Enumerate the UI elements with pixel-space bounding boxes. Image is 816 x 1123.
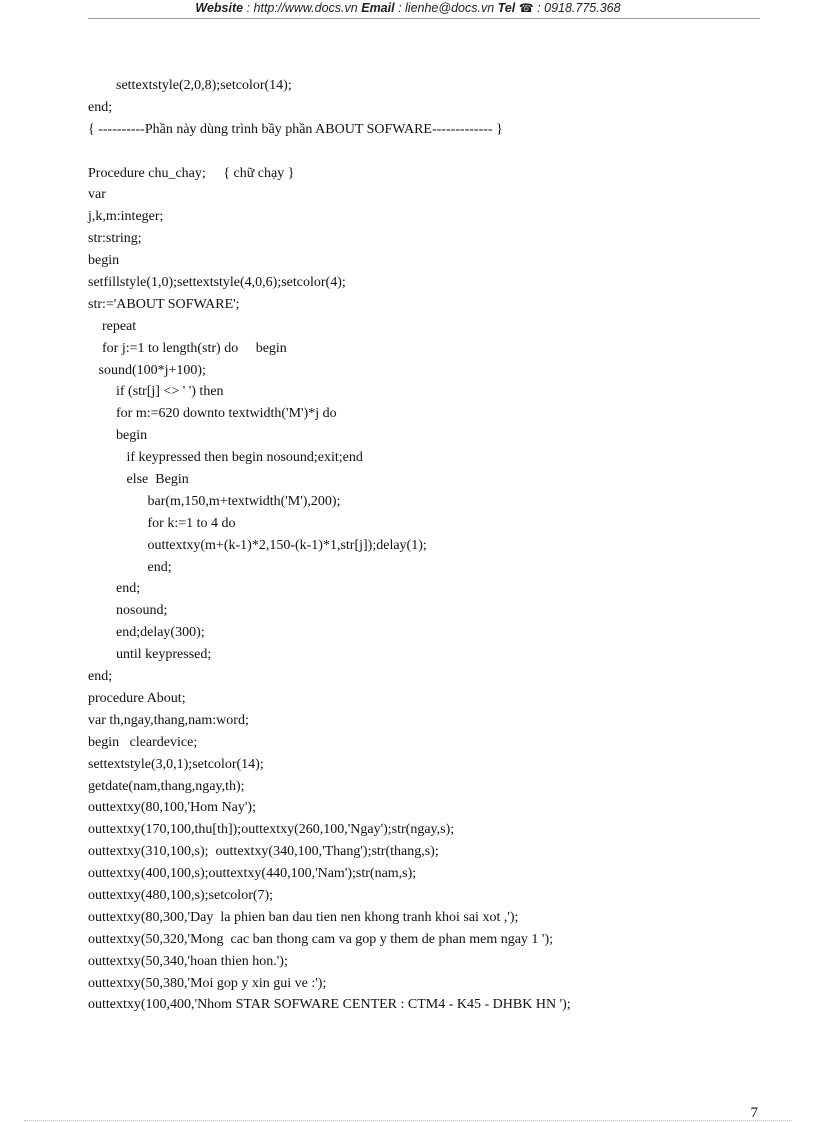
code-line: end;delay(300); bbox=[88, 625, 205, 641]
code-line: outtextxy(m+(k-1)*2,150-(k-1)*1,str[j]);delay(1); bbox=[88, 537, 427, 553]
code-line: setfillstyle(1,0);settextstyle(4,0,6);setcolor(4); bbox=[88, 275, 346, 291]
code-line: settextstyle(3,0,1);setcolor(14); bbox=[88, 756, 264, 772]
code-line: procedure About; bbox=[88, 690, 186, 706]
code-line: str:string; bbox=[88, 231, 142, 247]
phone-icon: ☎ bbox=[518, 1, 534, 15]
footer-divider bbox=[24, 1120, 792, 1121]
header-divider bbox=[88, 18, 760, 19]
website-value: : http://www.docs.vn bbox=[246, 1, 358, 15]
page-number: 7 bbox=[750, 1105, 758, 1121]
tel-value: : 0918.775.368 bbox=[537, 1, 621, 15]
code-line: Procedure chu_chay; { chữ chạy } bbox=[88, 165, 295, 181]
code-line: outtextxy(100,400,'Nhom STAR SOFWARE CENTER : CTM4 - K45 - DHBK HN '); bbox=[88, 997, 571, 1013]
code-line: outtextxy(80,100,'Hom Nay'); bbox=[88, 800, 256, 816]
code-line: nosound; bbox=[88, 603, 168, 619]
code-line: var bbox=[88, 187, 106, 203]
page-header bbox=[0, 0, 816, 18]
code-line: getdate(nam,thang,ngay,th); bbox=[88, 778, 245, 794]
code-line: repeat bbox=[88, 318, 137, 334]
code-line: outtextxy(170,100,thu[th]);outtextxy(260,100,'Ngay');str(ngay,s); bbox=[88, 822, 455, 838]
code-line: outtextxy(80,300,'Day la phien ban dau tien nen khong tranh khoi sai xot ,'); bbox=[88, 909, 519, 925]
code-line: outtextxy(50,340,'hoan thien hon.'); bbox=[88, 953, 288, 969]
code-line: var th,ngay,thang,nam:word; bbox=[88, 712, 249, 728]
code-line: outtextxy(480,100,s);setcolor(7); bbox=[88, 887, 274, 903]
code-line: begin cleardevice; bbox=[88, 734, 198, 750]
code-line: for k:=1 to 4 do bbox=[88, 515, 236, 531]
code-line: end; bbox=[88, 99, 113, 115]
code-line: end; bbox=[88, 559, 172, 575]
code-line: if keypressed then begin nosound;exit;end bbox=[88, 450, 363, 466]
code-line bbox=[88, 141, 778, 163]
website-label: Website bbox=[195, 1, 244, 15]
code-line: until keypressed; bbox=[88, 647, 212, 663]
code-line: end; bbox=[88, 581, 141, 597]
email-label: Email bbox=[361, 1, 395, 15]
code-line: else Begin bbox=[88, 472, 189, 488]
code-line: begin bbox=[88, 253, 120, 269]
code-line: begin bbox=[88, 428, 148, 444]
code-line: for m:=620 downto textwidth('M')*j do bbox=[88, 406, 337, 422]
email-value: : lienhe@docs.vn bbox=[398, 1, 495, 15]
code-line: outtextxy(400,100,s);outtextxy(440,100,'Nam');str(nam,s); bbox=[88, 866, 417, 882]
code-line: outtextxy(50,320,'Mong cac ban thong cam va gop y them de phan mem ngay 1 '); bbox=[88, 931, 553, 947]
code-line: outtextxy(50,380,'Moi gop y xin gui ve :'); bbox=[88, 975, 327, 991]
code-line: outtextxy(310,100,s); outtextxy(340,100,'Thang');str(thang,s); bbox=[88, 844, 439, 860]
code-listing bbox=[88, 75, 778, 1016]
code-line: sound(100*j+100); bbox=[88, 362, 206, 378]
code-line: j,k,m:integer; bbox=[88, 209, 164, 225]
code-line: { ----------Phần này dùng trình bầy phần ABOUT SOFWARE------------- } bbox=[88, 121, 503, 137]
code-line: settextstyle(2,0,8);setcolor(14); bbox=[88, 78, 292, 93]
code-line: for j:=1 to length(str) do begin bbox=[88, 340, 287, 356]
code-line: str:='ABOUT SOFWARE'; bbox=[88, 296, 240, 312]
code-line: end; bbox=[88, 669, 113, 685]
code-line: if (str[j] <> ' ') then bbox=[88, 384, 224, 400]
tel-label: Tel bbox=[497, 1, 516, 15]
code-line: bar(m,150,m+textwidth('M'),200); bbox=[88, 493, 341, 509]
